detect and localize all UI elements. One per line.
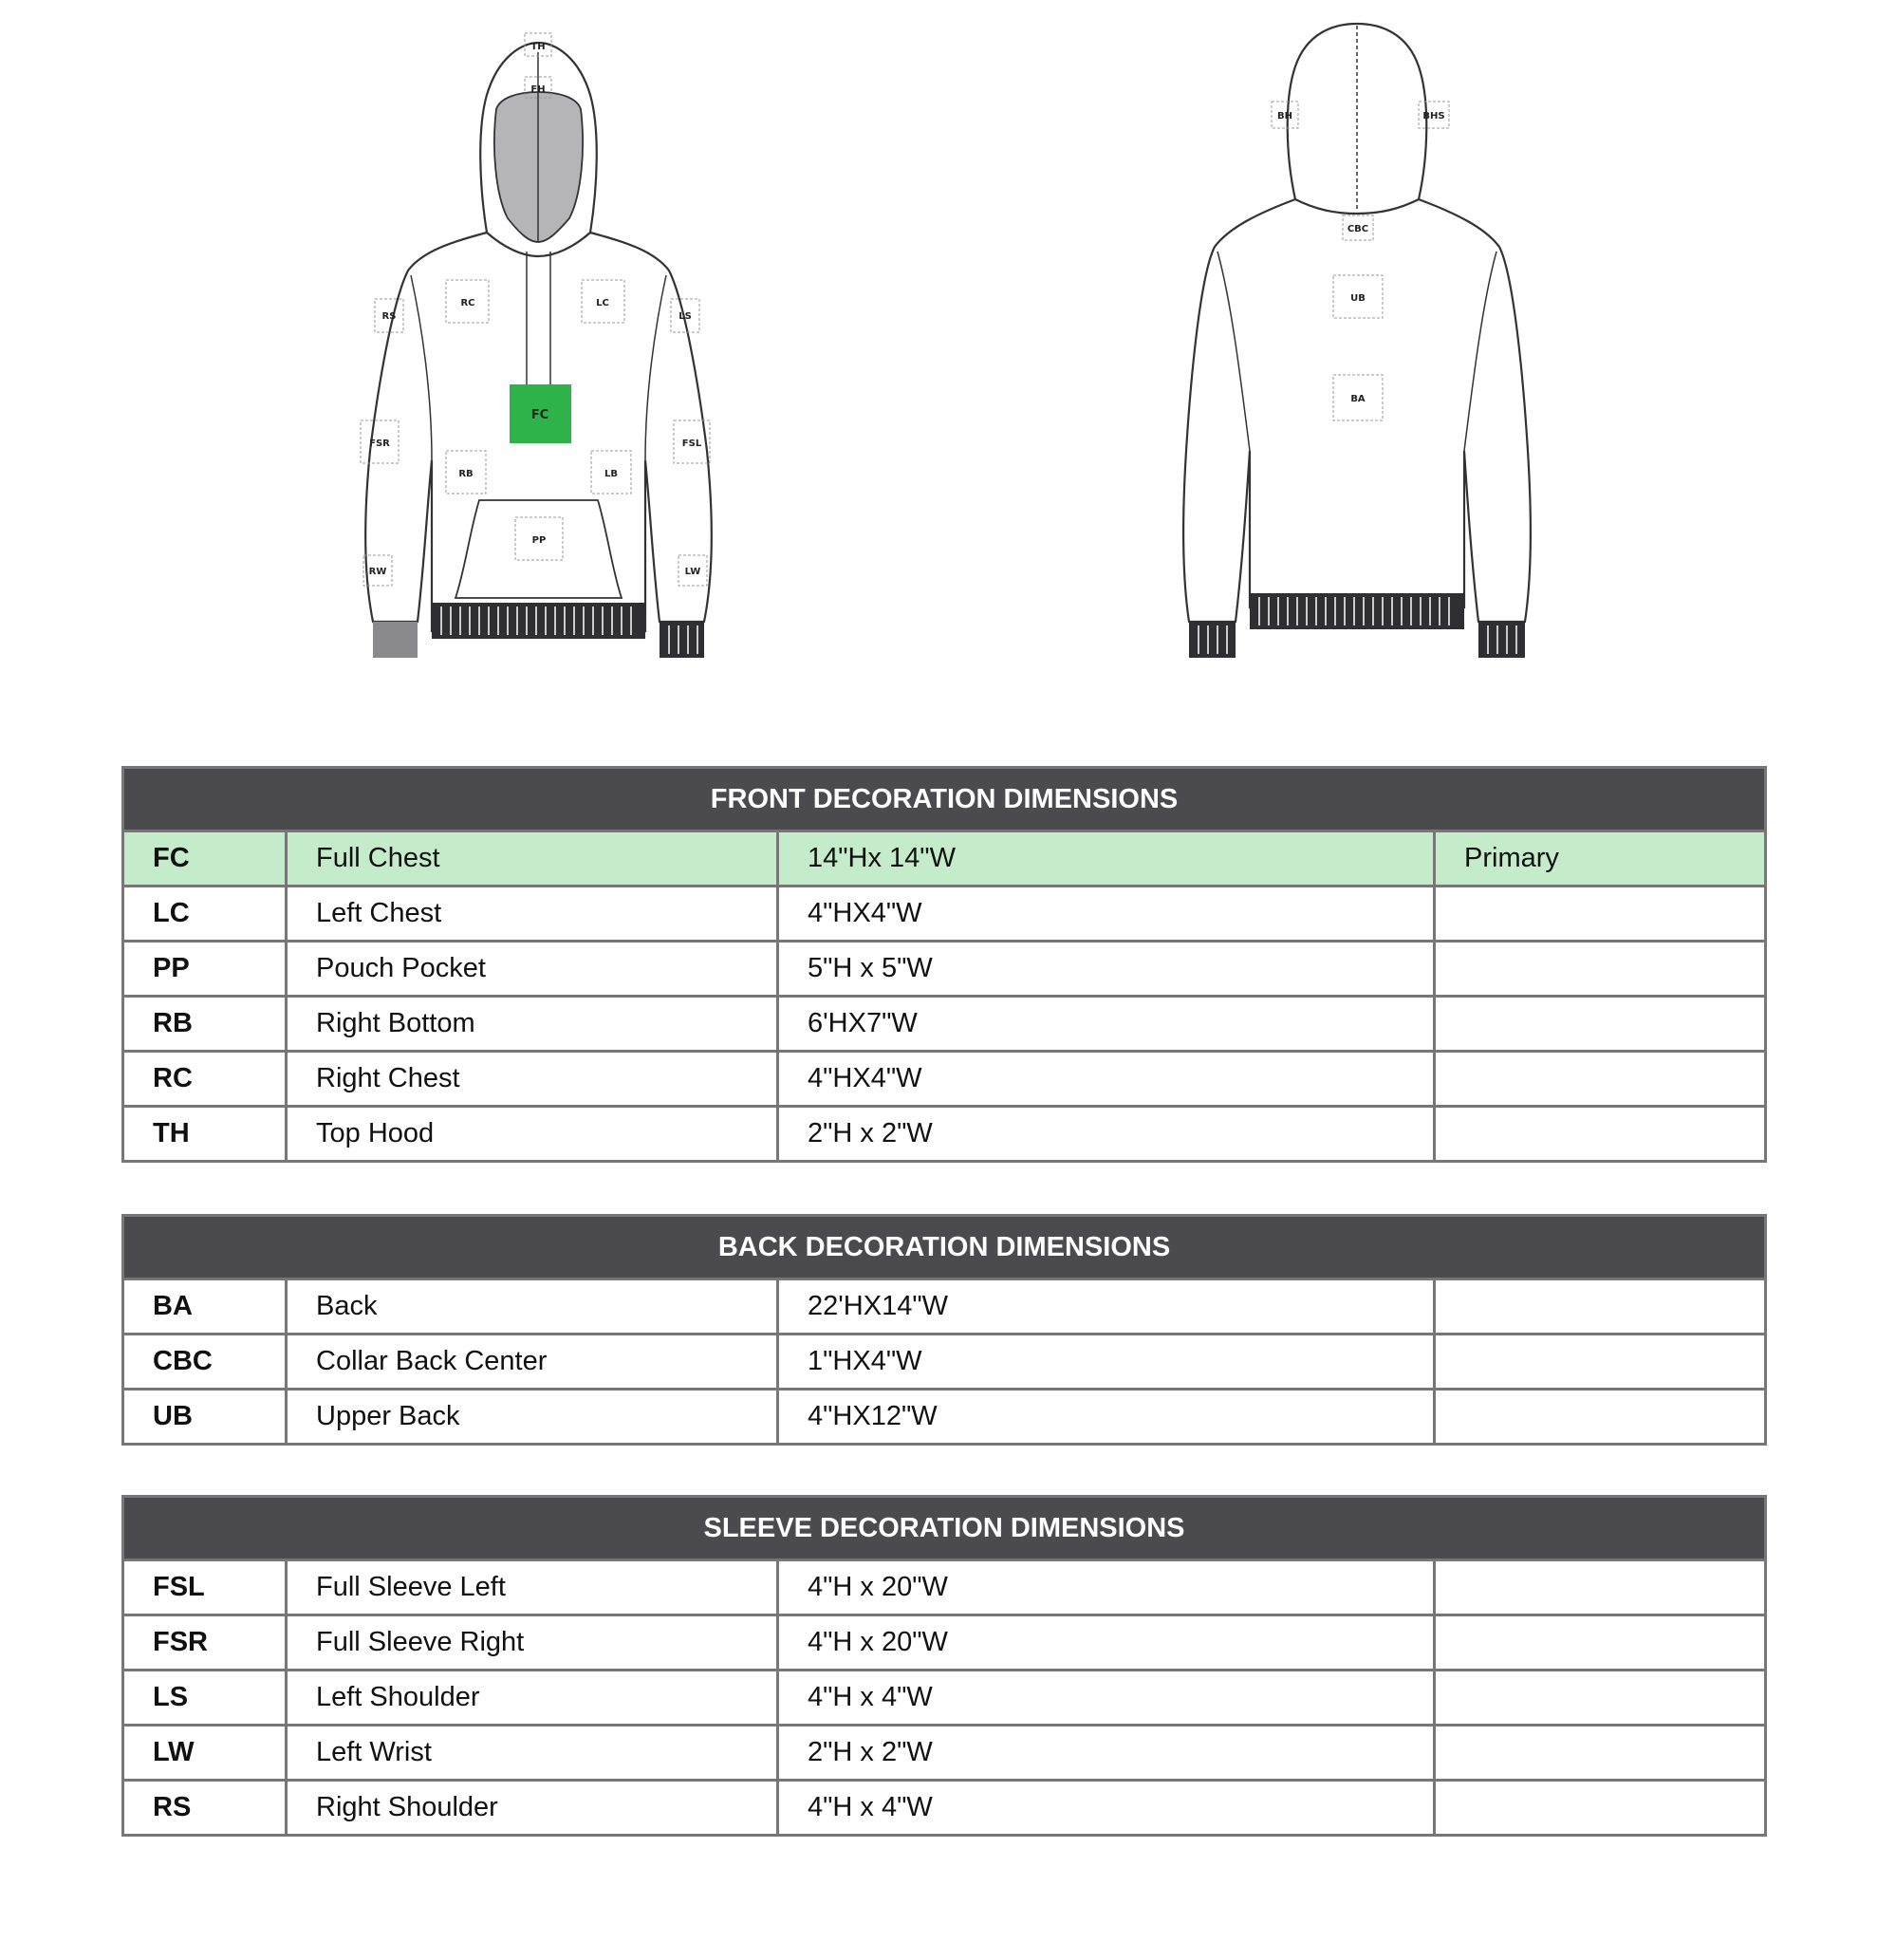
table-row — [123, 1335, 1766, 1390]
note-cell — [1435, 1335, 1766, 1390]
size-cell: 5"H x 5"W — [778, 942, 1435, 997]
sleeve-decoration-table — [121, 1495, 1767, 1837]
zone-FH: FH — [530, 84, 546, 95]
note-cell — [1435, 1279, 1766, 1335]
table-title: BACK DECORATION DIMENSIONS — [123, 1216, 1766, 1279]
zone-UB: UB — [1350, 293, 1366, 304]
size-cell: 4"HX12"W — [778, 1390, 1435, 1445]
zone-RB: RB — [458, 469, 474, 479]
zone-RC: RC — [460, 298, 475, 308]
note-cell — [1435, 1671, 1766, 1726]
note-cell — [1435, 1781, 1766, 1836]
zone-PP: PP — [531, 535, 547, 546]
code-cell: RB — [123, 997, 287, 1052]
name-cell: Right Shoulder — [287, 1781, 778, 1836]
front-decoration-table — [121, 766, 1767, 1163]
size-cell: 2"H x 2"W — [778, 1107, 1435, 1162]
note-cell — [1435, 1726, 1766, 1781]
table-row — [123, 1671, 1766, 1726]
code-cell: RC — [123, 1052, 287, 1107]
size-cell: 4"HX4"W — [778, 1052, 1435, 1107]
size-cell: 22'HX14"W — [778, 1279, 1435, 1335]
note-cell — [1435, 887, 1766, 942]
size-cell: 6'HX7"W — [778, 997, 1435, 1052]
name-cell: Full Sleeve Left — [287, 1560, 778, 1615]
table-row — [123, 1052, 1766, 1107]
name-cell: Back — [287, 1279, 778, 1335]
zone-BH: BH — [1277, 111, 1292, 121]
table-row — [123, 831, 1766, 887]
table-title: SLEEVE DECORATION DIMENSIONS — [123, 1497, 1766, 1560]
table-row — [123, 1615, 1766, 1671]
zone-RS: RS — [381, 311, 397, 322]
note-cell — [1435, 942, 1766, 997]
name-cell: Left Shoulder — [287, 1671, 778, 1726]
zone-LB: LB — [604, 469, 618, 479]
code-cell: FSR — [123, 1615, 287, 1671]
table-row — [123, 1726, 1766, 1781]
zone-LC: LC — [596, 298, 609, 308]
code-cell: CBC — [123, 1335, 287, 1390]
table-row — [123, 887, 1766, 942]
note-cell — [1435, 1107, 1766, 1162]
zone-FSL: FSL — [681, 439, 702, 449]
code-cell: FC — [123, 831, 287, 887]
table-title: FRONT DECORATION DIMENSIONS — [123, 768, 1766, 831]
table-row — [123, 942, 1766, 997]
code-cell: TH — [123, 1107, 287, 1162]
zone-LW: LW — [684, 567, 701, 577]
name-cell: Upper Back — [287, 1390, 778, 1445]
zone-FSR: FSR — [369, 439, 390, 449]
zone-BHS: BHS — [1422, 111, 1445, 121]
size-cell: 2"H x 2"W — [778, 1726, 1435, 1781]
note-cell — [1435, 997, 1766, 1052]
zone-TH: TH — [530, 42, 546, 52]
size-cell: 14"Hx 14"W — [778, 831, 1435, 887]
hoodie-front-diagram — [337, 14, 735, 669]
name-cell: Full Sleeve Right — [287, 1615, 778, 1671]
size-cell: 4"H x 4"W — [778, 1671, 1435, 1726]
size-cell: 4"H x 4"W — [778, 1781, 1435, 1836]
zone-BA: BA — [1350, 394, 1366, 404]
table-row — [123, 1390, 1766, 1445]
zone-RW: RW — [368, 567, 387, 577]
zone-FC: FC — [530, 408, 549, 422]
name-cell: Full Chest — [287, 831, 778, 887]
note-cell — [1435, 1390, 1766, 1445]
hoodie-back-diagram — [1162, 14, 1561, 669]
size-cell: 4"H x 20"W — [778, 1615, 1435, 1671]
code-cell: FSL — [123, 1560, 287, 1615]
note-cell: Primary — [1435, 831, 1766, 887]
table-row — [123, 1560, 1766, 1615]
note-cell — [1435, 1052, 1766, 1107]
code-cell: LS — [123, 1671, 287, 1726]
size-cell: 4"HX4"W — [778, 887, 1435, 942]
name-cell: Left Chest — [287, 887, 778, 942]
table-row — [123, 1107, 1766, 1162]
note-cell — [1435, 1560, 1766, 1615]
code-cell: RS — [123, 1781, 287, 1836]
name-cell: Left Wrist — [287, 1726, 778, 1781]
name-cell: Right Chest — [287, 1052, 778, 1107]
table-row — [123, 997, 1766, 1052]
table-row — [123, 1279, 1766, 1335]
code-cell: LW — [123, 1726, 287, 1781]
note-cell — [1435, 1615, 1766, 1671]
code-cell: PP — [123, 942, 287, 997]
size-cell: 1"HX4"W — [778, 1335, 1435, 1390]
code-cell: LC — [123, 887, 287, 942]
name-cell: Collar Back Center — [287, 1335, 778, 1390]
table-row — [123, 1781, 1766, 1836]
code-cell: BA — [123, 1279, 287, 1335]
name-cell: Top Hood — [287, 1107, 778, 1162]
name-cell: Pouch Pocket — [287, 942, 778, 997]
name-cell: Right Bottom — [287, 997, 778, 1052]
code-cell: UB — [123, 1390, 287, 1445]
back-decoration-table — [121, 1214, 1767, 1446]
zone-CBC: CBC — [1347, 224, 1369, 234]
zone-LS: LS — [678, 311, 692, 322]
size-cell: 4"H x 20"W — [778, 1560, 1435, 1615]
